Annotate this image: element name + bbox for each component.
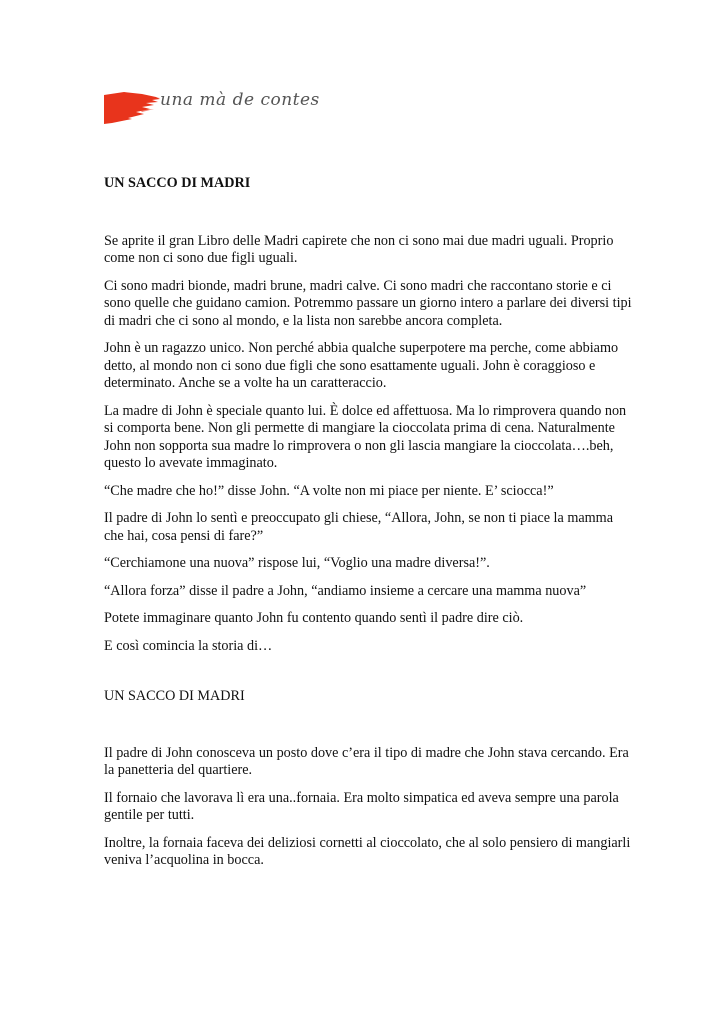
- paragraph: Inoltre, la fornaia faceva dei deliziosi cornetti al cioccolato, che al solo pensiero di mangiarli veniva l’acquolina in bocca.: [104, 834, 631, 868]
- paragraph: Se aprite il gran Libro delle Madri capirete che non ci sono mai due madri uguali. Proprio come non ci sono due figli uguali.: [104, 232, 614, 266]
- publisher-logo: [102, 88, 322, 128]
- page-title: UN SACCO DI MADRI: [104, 175, 251, 191]
- logo-wordmark: una mà de contes: [160, 90, 320, 110]
- paragraph: E così comincia la storia di…: [104, 637, 273, 654]
- section-title: UN SACCO DI MADRI: [104, 688, 245, 704]
- paragraph: Il fornaio che lavorava lì era una..fornaia. Era molto simpatica ed aveva sempre una parola gentile per tutti.: [104, 789, 619, 823]
- paragraph: Ci sono madri bionde, madri brune, madri calve. Ci sono madri che raccontano storie e ci sono quelle che guidano camion. Potremmo passare un giorno intero a parlare dei diversi tipi di madri che ci sono al mondo, e la lista non sarebbe ancora completa.: [104, 277, 632, 329]
- paragraph: La madre di John è speciale quanto lui. È dolce ed affettuosa. Ma lo rimprovera quando non si comporta bene. Non gli permette di mangiare la cioccolata prima di cena. Naturalmente John non sopporta sua madre lo rimprovera o non gli lascia mangiare la cioccolata….beh, questo lo avevate immaginato.: [104, 402, 627, 471]
- paragraph: Potete immaginare quanto John fu contento quando sentì il padre dire ciò.: [104, 610, 524, 626]
- paragraph: “Che madre che ho!” disse John. “A volte non mi piace per niente. E’ sciocca!”: [104, 482, 554, 499]
- brush-stroke-icon: [102, 88, 162, 128]
- paragraph: Il padre di John lo sentì e preoccupato gli chiese, “Allora, John, se non ti piace la mamma che hai, cosa pensi di fare?”: [104, 510, 614, 544]
- paragraph: Il padre di John conosceva un posto dove c’era il tipo di madre che John stava cercando. Era la panetteria del quartiere.: [104, 744, 629, 778]
- paragraph: John è un ragazzo unico. Non perché abbia qualche superpotere ma perche, come abbiamo detto, al mondo non ci sono due figli che sono esattamente uguali. John è coraggioso e determinato. Anche se a volte ha un caratteraccio.: [104, 340, 619, 391]
- paragraph: “Allora forza” disse il padre a John, “andiamo insieme a cercare una mamma nuova”: [104, 582, 587, 599]
- document-body: [104, 175, 634, 870]
- paragraph: “Cerchiamone una nuova” rispose lui, “Voglio una madre diversa!”.: [104, 555, 490, 571]
